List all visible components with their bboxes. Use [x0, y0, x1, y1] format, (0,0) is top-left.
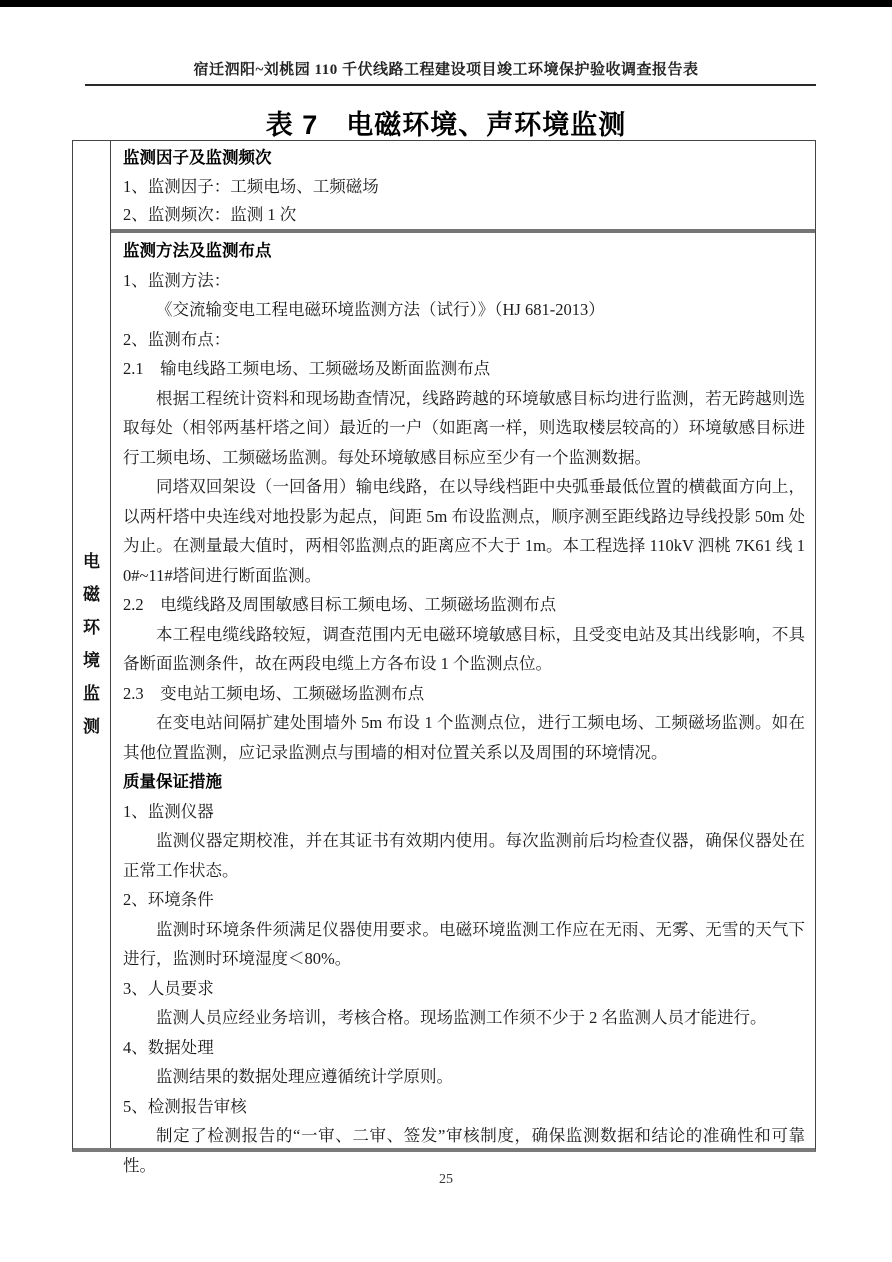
content-line: 监测人员应经业务培训，考核合格。现场监测工作须不少于 2 名监测人员才能进行。 — [156, 1008, 767, 1027]
content-line: 监测结果的数据处理应遵循统计学原则。 — [156, 1067, 453, 1086]
row-label-char: 磁 — [83, 585, 100, 604]
content-line: 1、监测仪器 — [123, 801, 214, 821]
page-number: 25 — [439, 1172, 453, 1187]
header-rule — [85, 84, 816, 86]
content-line: 2.2 电缆线路及周围敏感目标工频电场、工频磁场监测布点 — [123, 595, 557, 614]
row-label-em-monitoring — [73, 141, 111, 1148]
content-line: 3、人员要求 — [123, 978, 214, 998]
content-line: 2.1 输电线路工频电场、工频磁场及断面监测布点 — [123, 359, 491, 378]
section-heading: 监测因子及监测频次 — [123, 148, 272, 167]
content-line: 4、数据处理 — [123, 1037, 214, 1057]
content-line: 2、环境条件 — [123, 890, 214, 909]
section-monitoring-factors — [111, 141, 815, 229]
content-line: 2、监测布点： — [123, 329, 231, 349]
content-line: 《交流输变电工程电磁环境监测方法（试行）》（HJ 681-2013） — [156, 300, 605, 319]
content-line: 2、监测频次：监测 1 次 — [123, 205, 297, 224]
content-line: 监测仪器定期校准，并在其证书有效期内使用。每次监测前后均检查仪器，确保仪器处在正常工作状态。 — [123, 831, 805, 880]
scan-artifact-bar — [0, 0, 892, 7]
content-line: 制定了检测报告的“一审、二审、签发”审核制度，确保监测数据和结论的准确性和可靠性。 — [123, 1126, 805, 1175]
content-line: 监测时环境条件须满足仪器使用要求。电磁环境监测工作应在无雨、无雾、无雪的天气下进行，监测时环境湿度＜80%。 — [123, 919, 805, 968]
row-label-char: 环 — [83, 618, 100, 637]
content-line: 根据工程统计资料和现场勘查情况，线路跨越的环境敏感目标均进行监测，若无跨越则选取每处（相邻两基杆塔之间）最近的一户（如距离一样，则选取楼层较高的）环境敏感目标进行工频电场、工频磁场监测。每处环境敏感目标应至少有一个监测数据。 — [123, 388, 805, 467]
content-line: 5、检测报告审核 — [123, 1096, 247, 1116]
section-monitoring-methods — [111, 233, 815, 1182]
section-heading: 监测方法及监测布点 — [123, 241, 272, 260]
row-label-char: 监 — [83, 684, 100, 703]
content-line: 同塔双回架设（一回备用）输电线路，在以导线档距中央弧垂最低位置的横截面方向上，以两杆塔中央连线对地投影为起点，间距 5m 布设监测点，顺序测至距线路边导线投影 50m 处为止。在测量最大值时，两相邻监测点的距离应不大于 1m。本工程选择 110kV 泗桃 7K61 线 10#~11#塔间进行断面监测。 — [123, 477, 805, 585]
content-line: 1、监测方法： — [123, 270, 231, 290]
row-label-char: 境 — [83, 651, 100, 670]
document-header: 宿迁泗阳~刘桃园 110 千伏线路工程建设项目竣工环境保护验收调查报告表 — [193, 62, 699, 78]
table-content-cell — [111, 141, 815, 1175]
content-line: 在变电站间隔扩建处围墙外 5m 布设 1 个监测点位，进行工频电场、工频磁场监测。如在其他位置监测，应记录监测点与围墙的相对位置关系以及周围的环境情况。 — [123, 713, 805, 762]
page-title: 表 7 电磁环境、声环境监测 — [265, 110, 627, 140]
content-line: 2.3 变电站工频电场、工频磁场监测布点 — [123, 683, 425, 703]
section-heading: 质量保证措施 — [123, 772, 222, 791]
monitoring-table — [72, 140, 816, 1175]
row-label-char: 电 — [83, 552, 100, 571]
content-line: 1、监测因子：工频电场、工频磁场 — [123, 176, 379, 196]
row-label-char: 测 — [83, 717, 100, 736]
content-line: 本工程电缆线路较短，调查范围内无电磁环境敏感目标，且受变电站及其出线影响，不具备断面监测条件，故在两段电缆上方各布设 1 个监测点位。 — [123, 624, 805, 673]
